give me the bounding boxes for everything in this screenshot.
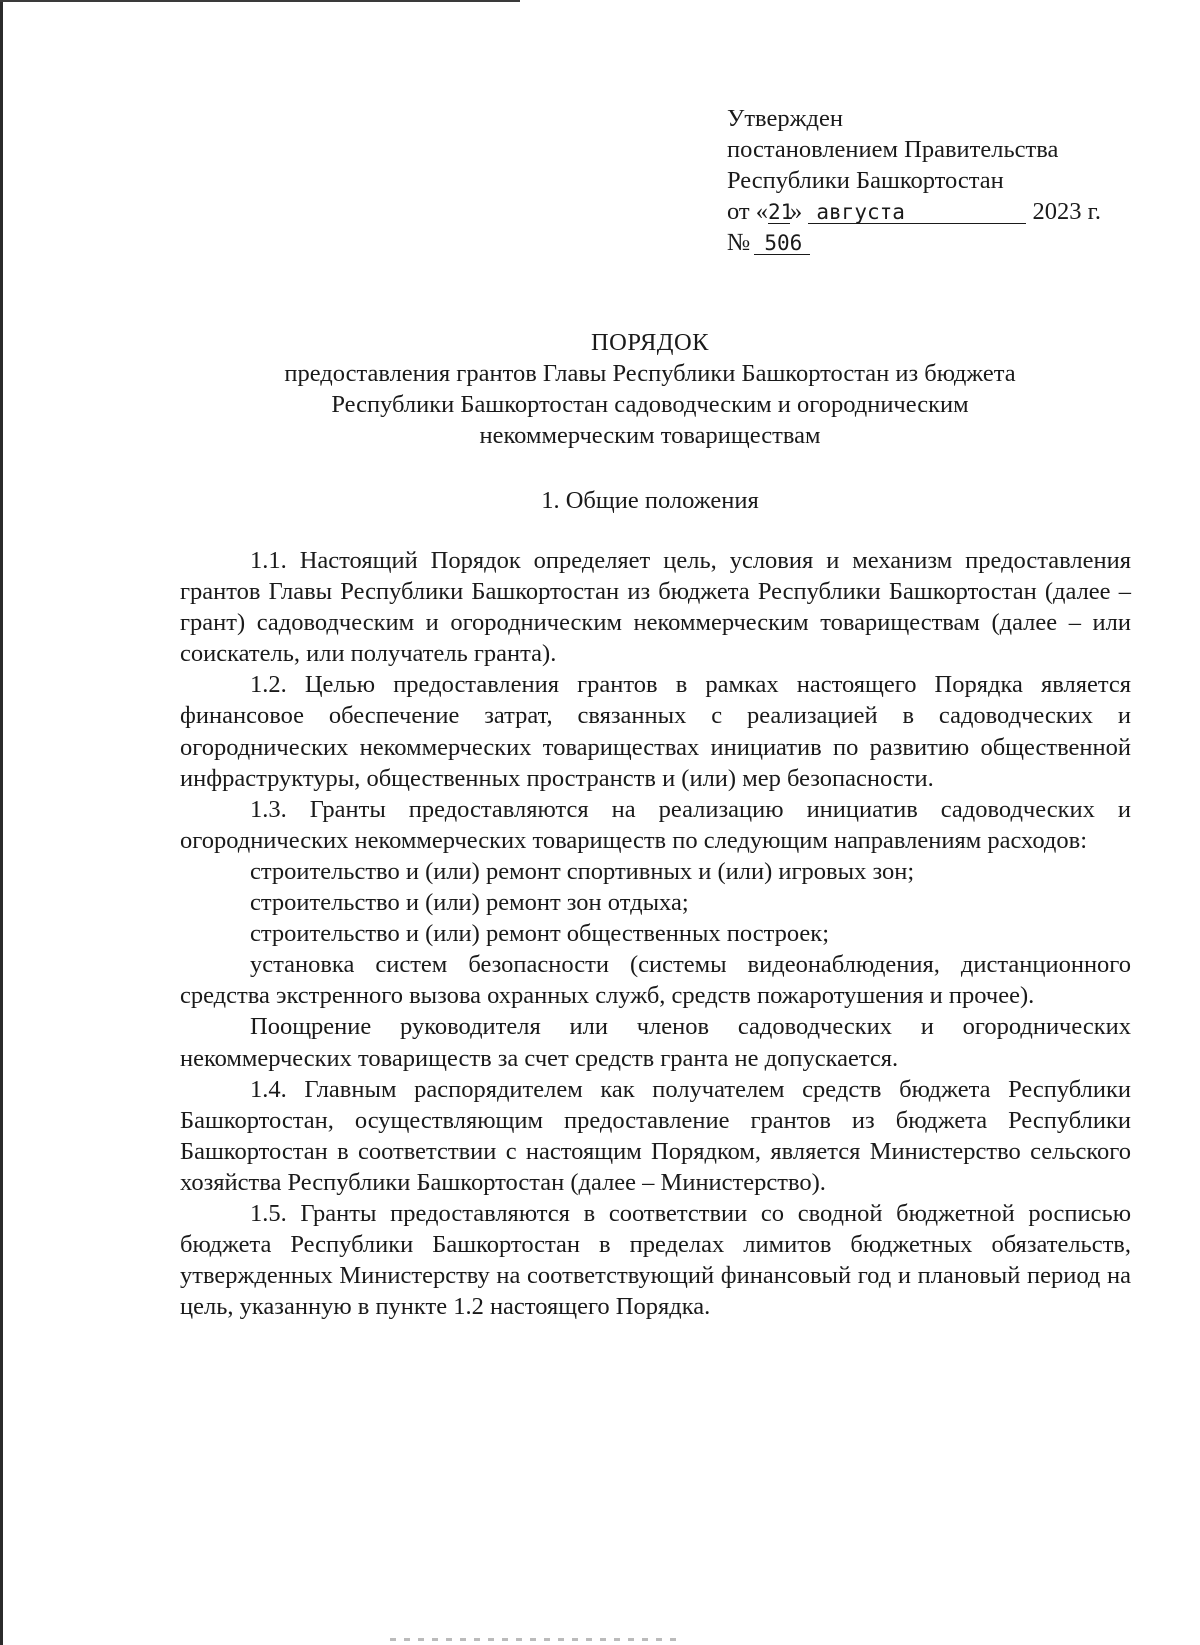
list-item: строительство и (или) ремонт спортивных и (или) игровых зон; [250, 857, 915, 885]
scan-edge-top [0, 0, 520, 2]
list-item: строительство и (или) ремонт зон отдыха; [250, 889, 689, 917]
approval-line-1: Утвержден [727, 105, 843, 132]
approval-stamp-block [727, 103, 1157, 258]
list-item: строительство и (или) ремонт общественных построек; [250, 920, 830, 948]
paragraph-1-5: 1.5. Гранты предоставляются в соответствии со сводной бюджетной росписью бюджета Республики Башкортостан в пределах лимитов бюджетных обязательств, утвержденных Министерству на соответствующий финансовый год и плановый период на цель, указанную в пункте 1.2 настоящего Порядка. [180, 1199, 1131, 1321]
date-day: 21 [768, 200, 794, 224]
list-item: установка систем безопасности (системы видеонаблюдения, дистанционного средства экстренного вызова охранных служб, средств пожаротушения и прочее). [180, 951, 1131, 1010]
paragraph-1-3: 1.3. Гранты предоставляются на реализацию инициатив садоводческих и огороднических некоммерческих товариществ по следующим направлениям расходов: [180, 795, 1131, 854]
document-body [180, 545, 1131, 1322]
date-prefix: от « [727, 198, 769, 225]
date-month: августа [808, 201, 1026, 224]
paragraph-encouragement: Поощрение руководителя или членов садоводческих и огороднических некоммерческих товариществ за счет средств гранта не допускается. [180, 1013, 1131, 1072]
section-heading: 1. Общие положения [541, 487, 759, 514]
number-prefix: № [727, 229, 751, 256]
document-subtitle [180, 358, 1120, 451]
paragraph-1-4: 1.4. Главным распорядителем как получателем средств бюджета Республики Башкортостан, осуществляющим предоставление грантов из бюджета Республики Башкортостан в соответствии с настоящим Порядком, является Министерство сельского хозяйства Республики Башкортостан (далее – Министерство). [180, 1075, 1131, 1196]
document-title: ПОРЯДОК [590, 329, 710, 356]
subtitle-line-3: некоммерческим товариществам [479, 422, 821, 449]
document-number: 506 [754, 232, 810, 255]
paragraph-1-2: 1.2. Целью предоставления грантов в рамках настоящего Порядка является финансовое обеспечение затрат, связанных с реализацией в садоводческих и огороднических некоммерческих товариществах инициатив по развитию общественной инфраструктуры, общественных пространств и (или) мер безопасности. [180, 671, 1131, 792]
scan-noise [390, 1638, 680, 1641]
approval-line-2: постановлением Правительства [727, 136, 1059, 163]
approval-line-3: Республики Башкортостан [727, 167, 1004, 194]
date-mid: » [790, 198, 803, 225]
approval-date-line [727, 196, 1157, 227]
subtitle-line-1: предоставления грантов Главы Республики Башкортостан из бюджета [284, 360, 1016, 387]
date-year: 2023 г. [1032, 198, 1102, 225]
subtitle-line-2: Республики Башкортостан садоводческим и огородническим [331, 391, 969, 418]
approval-number-line [727, 227, 1157, 258]
paragraph-1-1: 1.1. Настоящий Порядок определяет цель, условия и механизм предоставления грантов Главы Республики Башкортостан из бюджета Республики Башкортостан (далее – грант) садоводческим и огородническим некоммерческим товариществам (далее – или соискатель, или получатель гранта). [180, 547, 1131, 668]
scan-edge-left [0, 0, 3, 1645]
